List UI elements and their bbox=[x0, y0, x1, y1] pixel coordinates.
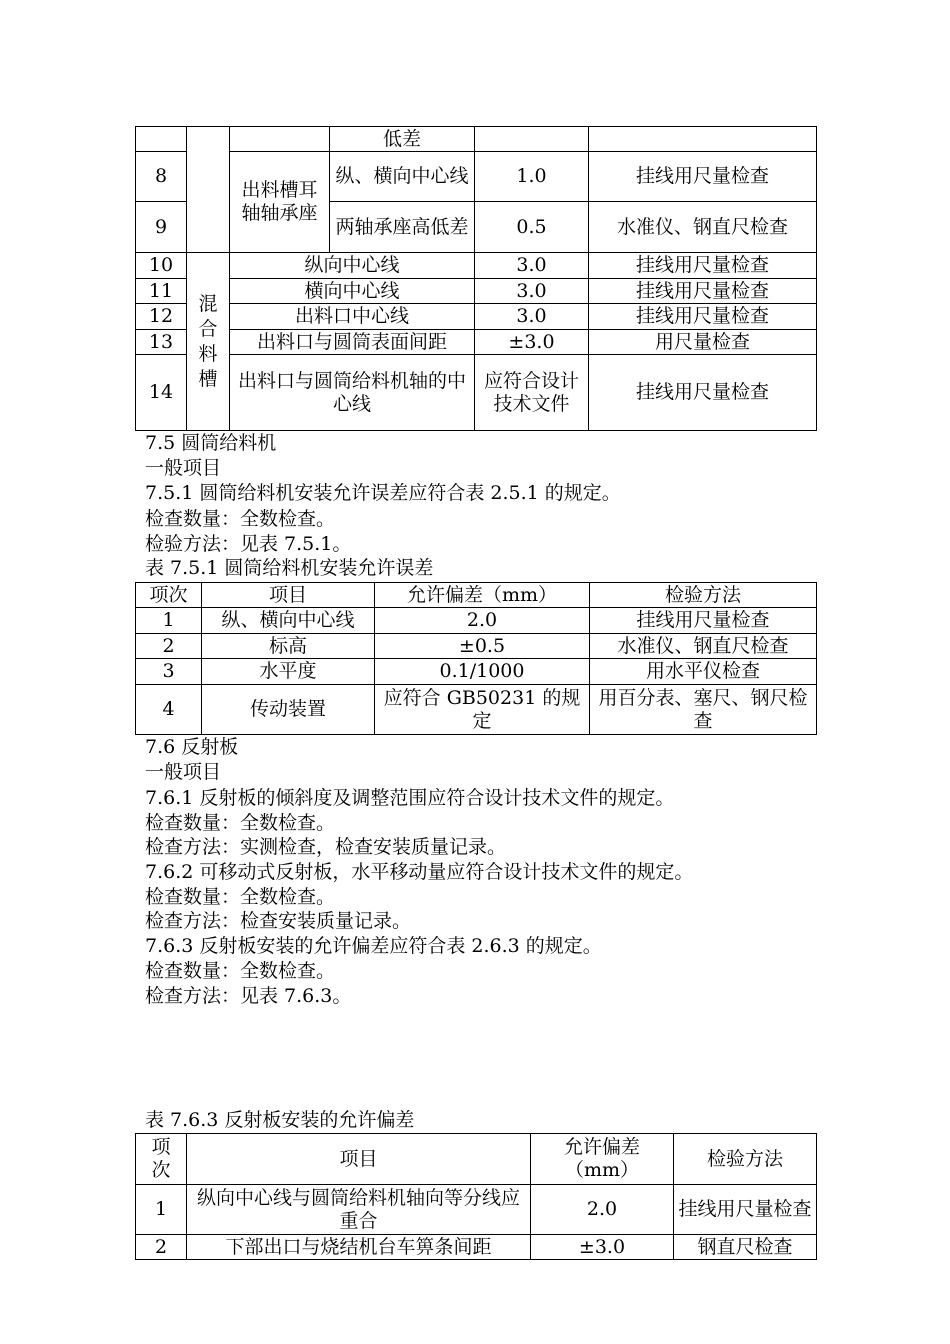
header-cell: 项目 bbox=[187, 1134, 531, 1185]
table-row bbox=[136, 304, 817, 330]
cell-method: 挂线用尺量检查 bbox=[589, 279, 817, 304]
cell: 标高 bbox=[202, 634, 375, 659]
table-header-row bbox=[136, 1134, 817, 1185]
general-items-label: 一般项目 bbox=[145, 761, 222, 783]
cell-method bbox=[589, 127, 817, 152]
cell: 1 bbox=[136, 1185, 187, 1235]
cell-sub: 纵、横向中心线 bbox=[330, 152, 475, 202]
cell-method: 挂线用尺量检查 bbox=[589, 304, 817, 330]
header-cell: 检验方法 bbox=[674, 1134, 817, 1185]
cell-item: 出料槽耳轴轴承座 bbox=[230, 152, 330, 253]
cell: 用水平仪检查 bbox=[590, 659, 817, 685]
table-header-row bbox=[136, 583, 817, 608]
cell-item: 出料口与圆筒给料机轴的中心线 bbox=[230, 355, 475, 431]
cell: 下部出口与烧结机台车箅条间距 bbox=[187, 1235, 531, 1260]
cell-dev: 3.0 bbox=[475, 279, 589, 304]
cell: 挂线用尺量检查 bbox=[590, 608, 817, 634]
check-quantity: 检查数量：全数检查。 bbox=[145, 812, 336, 834]
cell-dev: 应符合设计技术文件 bbox=[475, 355, 589, 431]
general-items-label: 一般项目 bbox=[145, 457, 222, 479]
cell-dev bbox=[475, 127, 589, 152]
header-cell: 项次 bbox=[136, 583, 202, 608]
check-quantity: 检查数量：全数检查。 bbox=[145, 960, 336, 982]
cell-item bbox=[230, 127, 330, 152]
table-row bbox=[136, 355, 817, 431]
cell-method: 挂线用尺量检查 bbox=[589, 152, 817, 202]
cell-num: 14 bbox=[136, 355, 187, 431]
group-label: 混合料槽 bbox=[198, 292, 218, 390]
cell-group bbox=[187, 127, 230, 253]
cell-sub: 两轴承座高低差 bbox=[330, 202, 475, 253]
check-method: 检查方法：检查安装质量记录。 bbox=[145, 910, 412, 932]
cell-num: 13 bbox=[136, 330, 187, 355]
table-row bbox=[136, 127, 817, 152]
cell-dev: 3.0 bbox=[475, 304, 589, 330]
clause-text: 7.6.2 可移动式反射板，水平移动量应符合设计技术文件的规定。 bbox=[145, 861, 694, 883]
cell: 水准仪、钢直尺检查 bbox=[590, 634, 817, 659]
check-method: 检查方法：见表 7.6.3。 bbox=[145, 985, 352, 1007]
table-row bbox=[136, 1185, 817, 1235]
table-row bbox=[136, 330, 817, 355]
table-row bbox=[136, 1235, 817, 1260]
table-751 bbox=[135, 582, 817, 735]
cell-method: 挂线用尺量检查 bbox=[589, 253, 817, 279]
section-heading: 7.6 反射板 bbox=[145, 736, 239, 758]
cell-num: 9 bbox=[136, 202, 187, 253]
cell-num: 8 bbox=[136, 152, 187, 202]
cell: 应符合 GB50231 的规定 bbox=[375, 685, 590, 735]
cell-dev: 0.5 bbox=[475, 202, 589, 253]
cell-item: 出料口中心线 bbox=[230, 304, 475, 330]
check-method: 检查方法：实测检查，检查安装质量记录。 bbox=[145, 836, 507, 858]
check-quantity: 检查数量：全数检查。 bbox=[145, 886, 336, 908]
table-763 bbox=[135, 1133, 817, 1260]
table-row bbox=[136, 253, 817, 279]
table-row bbox=[136, 608, 817, 634]
cell: 挂线用尺量检查 bbox=[674, 1185, 817, 1235]
cell: ±0.5 bbox=[375, 634, 590, 659]
cell-dev: 3.0 bbox=[475, 253, 589, 279]
check-method: 检验方法：见表 7.5.1。 bbox=[145, 533, 352, 555]
clause-text: 7.6.3 反射板安装的允许偏差应符合表 2.6.3 的规定。 bbox=[145, 935, 602, 957]
cell-num: 11 bbox=[136, 279, 187, 304]
table-row bbox=[136, 279, 817, 304]
cell-item: 纵向中心线 bbox=[230, 253, 475, 279]
cell-sub: 低差 bbox=[330, 127, 475, 152]
table-row bbox=[136, 659, 817, 685]
cell: 钢直尺检查 bbox=[674, 1235, 817, 1260]
table-row bbox=[136, 152, 817, 202]
cell: 2.0 bbox=[531, 1185, 674, 1235]
cell: 传动装置 bbox=[202, 685, 375, 735]
cell-method: 用尺量检查 bbox=[589, 330, 817, 355]
header-cell bbox=[136, 1134, 187, 1185]
check-quantity: 检查数量：全数检查。 bbox=[145, 508, 336, 530]
header-cell: 允许偏差（mm） bbox=[531, 1134, 674, 1185]
cell: 0.1/1000 bbox=[375, 659, 590, 685]
cell-num: 12 bbox=[136, 304, 187, 330]
cell-dev: 1.0 bbox=[475, 152, 589, 202]
cell: 3 bbox=[136, 659, 202, 685]
cell-method: 挂线用尺量检查 bbox=[589, 355, 817, 431]
cell: ±3.0 bbox=[531, 1235, 674, 1260]
cell: 纵向中心线与圆筒给料机轴向等分线应重合 bbox=[187, 1185, 531, 1235]
cell: 2.0 bbox=[375, 608, 590, 634]
cell: 1 bbox=[136, 608, 202, 634]
cell-num bbox=[136, 127, 187, 152]
cell-item: 出料口与圆筒表面间距 bbox=[230, 330, 475, 355]
header-cell: 检验方法 bbox=[590, 583, 817, 608]
table-title: 表 7.6.3 反射板安装的允许偏差 bbox=[145, 1109, 415, 1131]
cell: 2 bbox=[136, 634, 202, 659]
cell-dev: ±3.0 bbox=[475, 330, 589, 355]
table-top bbox=[135, 126, 817, 431]
section-heading: 7.5 圆筒给料机 bbox=[145, 432, 277, 454]
cell: 4 bbox=[136, 685, 202, 735]
cell: 用百分表、塞尺、钢尺检查 bbox=[590, 685, 817, 735]
table-row bbox=[136, 685, 817, 735]
cell: 纵、横向中心线 bbox=[202, 608, 375, 634]
cell-group-vertical bbox=[187, 253, 230, 431]
clause-text: 7.5.1 圆筒给料机安装允许误差应符合表 2.5.1 的规定。 bbox=[145, 482, 621, 504]
cell: 水平度 bbox=[202, 659, 375, 685]
cell: 2 bbox=[136, 1235, 187, 1260]
header-cell: 允许偏差（mm） bbox=[375, 583, 590, 608]
cell-item: 横向中心线 bbox=[230, 279, 475, 304]
table-title: 表 7.5.1 圆筒给料机安装允许误差 bbox=[145, 557, 434, 579]
header-label: 项次 bbox=[151, 1136, 171, 1181]
header-cell: 项目 bbox=[202, 583, 375, 608]
cell-method: 水准仪、钢直尺检查 bbox=[589, 202, 817, 253]
clause-text: 7.6.1 反射板的倾斜度及调整范围应符合设计技术文件的规定。 bbox=[145, 787, 675, 809]
cell-num: 10 bbox=[136, 253, 187, 279]
table-row bbox=[136, 634, 817, 659]
